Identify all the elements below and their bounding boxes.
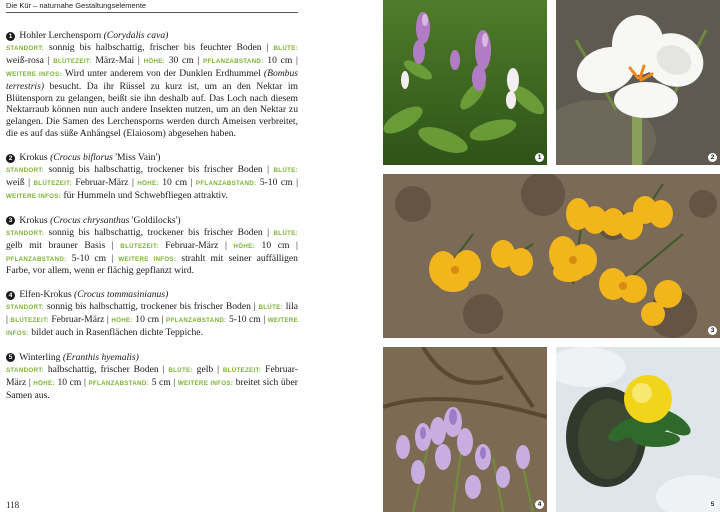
- standort-value: sonnig bis halbschattig, trockener bis frischer Boden: [48, 226, 263, 238]
- plant-name: Krokus: [19, 152, 48, 164]
- bluete-value: weiß-rosa: [6, 54, 44, 66]
- pflanzabstand-value: 5-10 cm: [228, 314, 261, 326]
- entry-number-badge: 1: [6, 32, 15, 41]
- bluetezeit-value: Februar-März: [6, 363, 298, 388]
- label-hoehe: HÖHE:: [143, 57, 165, 65]
- hoehe-value: 10 cm: [261, 239, 290, 251]
- label-pflanzabstand: PFLANZABSTAND:: [203, 57, 264, 65]
- pflanzabstand-value: 10 cm: [267, 54, 293, 66]
- bluete-value: gelb: [196, 363, 214, 375]
- label-standort: STANDORT:: [6, 44, 44, 52]
- cultivar-name: 'Goldilocks'): [131, 214, 181, 226]
- entry-crocus-biflorus: 2 Krokus (Crocus biflorus 'Miss Vain') STANDORT: sonnig bis halbschattig, trockener bis frischer Boden | BLÜTE: weiß | BLÜTEZEIT: Februar-März | HÖHE: 10 cm | PFLANZABSTAND: 5-10 cm | WEITERE INFOS: für Hummeln und Schwebfliegen attraktiv.: [6, 152, 298, 201]
- weitere-infos-value-cont: besucht. Da ihr Rüssel zu kurz ist, um an den Nektar im Blütensporn zu gelangen, beißt sie ihn deshalb auf. Das Loch nach diesem Nektarraub können nun auch andere Insekten nutzen, um an den Nektar zu gelangen. Die Samen des Lerchensporns werden durch Ameisen verbreitet, die es auf das süße Anhängsel (Elaiosom) abgesehen haben.: [6, 80, 298, 140]
- label-bluete: BLÜTE:: [273, 229, 298, 237]
- label-weitere-infos: WEITERE INFOS:: [6, 317, 298, 338]
- species-name: (Crocus tommasinianus): [74, 289, 169, 301]
- corydalis-cava-photo: [383, 0, 547, 165]
- label-weitere-infos: WEITERE INFOS:: [6, 70, 62, 78]
- label-weitere-infos: WEITERE INFOS:: [6, 192, 62, 200]
- weitere-infos-value: bildet auch in Rasenflächen dichte Teppiche.: [31, 327, 203, 339]
- label-bluetezeit: BLÜTEZEIT:: [53, 57, 92, 65]
- standort-value: sonnig bis halbschattig, trockener bis frischer Boden: [48, 164, 263, 176]
- entry-title: [6, 289, 298, 301]
- entry-title: [6, 152, 298, 164]
- label-pflanzabstand: PFLANZABSTAND:: [195, 179, 257, 187]
- entry-number-badge: 5: [6, 353, 15, 362]
- plant-name: Krokus: [19, 214, 48, 226]
- photo-number-badge: 2: [708, 153, 717, 162]
- corydalis-illustration: [383, 0, 547, 165]
- species-name: (Crocus chrysanthus: [50, 214, 130, 226]
- hoehe-value: 10 cm: [57, 376, 82, 388]
- bluete-value: weiß: [6, 176, 25, 188]
- weitere-infos-species: (Bombus terrestris): [6, 67, 298, 92]
- species-name: (Corydalis cava): [103, 30, 169, 41]
- label-hoehe: HÖHE:: [233, 242, 255, 250]
- photo-number-badge: 5: [708, 500, 717, 509]
- photo-number-badge: 4: [535, 500, 544, 509]
- label-bluetezeit: BLÜTEZEIT:: [120, 242, 159, 250]
- entry-crocus-chrysanthus: 3 Krokus (Crocus chrysanthus 'Goldilocks') STANDORT: sonnig bis halbschattig, trockener bis frischer Boden | BLÜTE: gelb mit brauner Basis | BLÜTEZEIT: Februar-März | HÖHE: 10 cm | PFLANZABSTAND: 5-10 cm | WEITERE INFOS: strahlt mit seiner auffälligen Farbe, vor allem, wenn er flächig gepflanzt wird.: [6, 214, 298, 277]
- lilac-crocus-photo: [383, 347, 547, 512]
- entry-corydalis: 1 Hohler Lerchensporn (Corydalis cava) STANDORT: sonnig bis halbschattig, frischer bis feuchter Boden | BLÜTE: weiß-rosa | BLÜTEZEIT: März-Mai | HÖHE: 30 cm | PFLANZABSTAND: 10 cm | WEITERE INFOS: Wird unter anderem von der Dunklen Erdhummel (Bombus terrestris) besucht. Da ihr Rüssel zu kurz ist, um an den Nektar im Blütensporn zu gelangen, beißt sie ihn deshalb auf. Das Loch nach diesem Nektarraub können nun auch andere Insekten nutzen, um an den Nektar zu gelangen. Die Samen des Lerchensporns werden durch Ameisen verbreitet, die es auf das süße Anhängsel (Elaiosom) abgesehen haben.: [6, 30, 298, 140]
- entry-eranthis: 5 Winterling (Eranthis hyemalis) STANDORT: halbschattig, frischer Boden | BLÜTE: gelb | BLÜTEZEIT: Februar-März | HÖHE: 10 cm | PFLANZABSTAND: 5 cm | WEITERE INFOS: breitet sich über Samen aus.: [6, 351, 298, 401]
- label-pflanzabstand: PFLANZABSTAND:: [88, 379, 149, 387]
- white-crocus-illustration: [556, 0, 720, 165]
- entry-title: [6, 215, 298, 227]
- photo-number-badge: 1: [535, 153, 544, 162]
- label-hoehe: HÖHE:: [33, 379, 55, 387]
- label-standort: STANDORT:: [6, 229, 44, 237]
- entry-number-badge: 3: [6, 216, 15, 225]
- label-bluete: BLÜTE:: [258, 304, 283, 312]
- plant-name: Winterling: [19, 351, 61, 363]
- label-bluetezeit: BLÜTEZEIT:: [33, 179, 72, 187]
- standort-value: halbschattig, frischer Boden: [47, 363, 159, 375]
- label-bluetezeit: BLÜTEZEIT:: [10, 317, 49, 325]
- label-weitere-infos: WEITERE INFOS:: [177, 379, 234, 387]
- label-standort: STANDORT:: [6, 304, 44, 312]
- entry-number-badge: 4: [6, 291, 15, 300]
- photo-number-badge: 3: [708, 326, 717, 335]
- plant-name: Hohler Lerchensporn: [19, 30, 102, 41]
- bluetezeit-value: Februar-März: [165, 239, 219, 251]
- hoehe-value: 30 cm: [168, 54, 194, 66]
- weitere-infos-value: strahlt mit seiner auffälligen Farbe, vor allem, wenn er flächig gepflanzt wird.: [6, 252, 298, 277]
- label-pflanzabstand: PFLANZABSTAND:: [166, 317, 227, 325]
- label-bluete: BLÜTE:: [273, 167, 298, 175]
- winter-aconite-illustration: [556, 347, 720, 512]
- label-bluete: BLÜTE:: [168, 366, 193, 374]
- running-head: Die Kür – naturnahe Gestaltungselemente: [6, 1, 298, 13]
- white-crocus-photo: [556, 0, 720, 165]
- winter-aconite-photo: [556, 347, 720, 512]
- label-hoehe: HÖHE:: [137, 179, 159, 187]
- hoehe-value: 10 cm: [135, 314, 160, 326]
- pflanzabstand-value: 5-10 cm: [71, 252, 107, 264]
- entry-title: [6, 352, 298, 364]
- standort-value: sonnig bis halbschattig, trockener bis frischer Boden: [46, 301, 251, 313]
- yellow-crocus-photo: [383, 174, 720, 338]
- bluete-value: gelb mit brauner Basis: [6, 239, 106, 251]
- yellow-crocus-illustration: [383, 174, 720, 338]
- bluetezeit-value: Februar-März: [51, 314, 105, 326]
- label-bluete: BLÜTE:: [273, 44, 298, 52]
- label-weitere-infos: WEITERE INFOS:: [118, 255, 177, 263]
- weitere-infos-value: breitet sich über Samen aus.: [6, 376, 298, 401]
- page-number: 118: [6, 500, 20, 510]
- entry-number-badge: 2: [6, 154, 15, 163]
- standort-value: sonnig bis halbschattig, frischer bis feuchter Boden: [49, 41, 262, 53]
- pflanzabstand-value: 5 cm: [151, 376, 171, 388]
- bluete-value: lila: [285, 301, 299, 313]
- pflanzabstand-value: 5-10 cm: [259, 176, 293, 188]
- hoehe-value: 10 cm: [162, 176, 188, 188]
- bluetezeit-value: März-Mai: [95, 54, 135, 66]
- species-name: (Eranthis hyemalis): [62, 351, 139, 363]
- bluetezeit-value: Februar-März: [75, 176, 129, 188]
- entry-crocus-tommasinianus: 4 Elfen-Krokus (Crocus tommasinianus) STANDORT: sonnig bis halbschattig, trockener bis frischer Boden | BLÜTE: lila | BLÜTEZEIT: Februar-März | HÖHE: 10 cm | PFLANZABSTAND: 5-10 cm | WEITERE INFOS: bildet auch in Rasenflächen dichte Teppiche.: [6, 289, 299, 339]
- entry-title: [6, 30, 298, 42]
- species-name: (Crocus biflorus: [50, 152, 113, 164]
- label-standort: STANDORT:: [6, 366, 44, 374]
- label-standort: STANDORT:: [6, 167, 44, 175]
- weitere-infos-value: Wird unter anderem von der Dunklen Erdhummel: [64, 67, 261, 79]
- label-pflanzabstand: PFLANZABSTAND:: [6, 255, 67, 263]
- label-bluetezeit: BLÜTEZEIT:: [222, 366, 262, 374]
- weitere-infos-value: für Hummeln und Schwebfliegen attraktiv.: [63, 189, 228, 201]
- cultivar-name: 'Miss Vain'): [115, 152, 161, 164]
- plant-name: Elfen-Krokus: [19, 289, 72, 301]
- text-column: [6, 30, 298, 414]
- label-hoehe: HÖHE:: [111, 317, 133, 325]
- lilac-crocus-illustration: [383, 347, 547, 512]
